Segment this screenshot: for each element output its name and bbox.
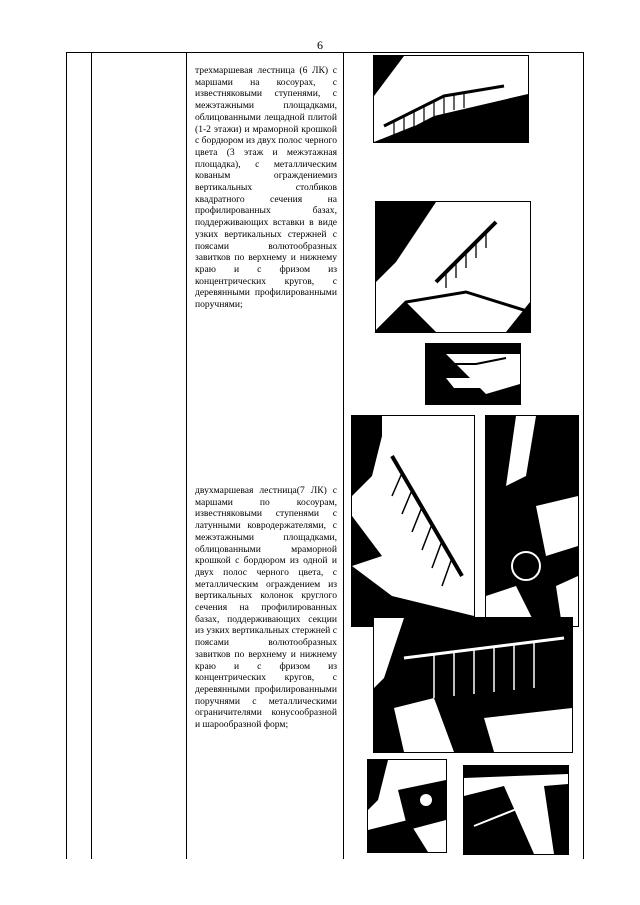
staircase-7-photo-4 xyxy=(367,759,447,853)
column-divider xyxy=(91,53,92,859)
staircase-7-photo-1-image xyxy=(352,416,474,626)
staircase-6-description: трехмаршевая лестница (6 ЛК) с маршами на косоурах, с известняковыми ступенями, с межэтажными площадками, облицованными лещадной плитой (1-2 этажи) и мраморной крошкой с бордюром из двух полос черного цвета (3 этаж и межэтажная площадка), с металлическим кованым ограждениемиз вертикальных столбиков квадратного сечения на профилированных базах, поддерживающих вставки в виде узких вертикальных стержней с поясами волютообразных завитков по верхнему и нижнему краю и с фризом из концентрических кругов, с деревянными профилированными поручнями; xyxy=(195,65,337,311)
column-divider xyxy=(343,53,344,859)
staircase-7-photo-4-image xyxy=(368,760,446,852)
staircase-7-photo-2 xyxy=(485,415,579,627)
staircase-7-photo-1 xyxy=(351,415,475,627)
staircase-7-photo-3 xyxy=(373,617,573,753)
staircase-7-photo-2-image xyxy=(486,416,578,626)
staircase-6-photo-1 xyxy=(373,55,529,143)
staircase-6-photo-3 xyxy=(425,343,521,405)
staircase-7-photo-5-image xyxy=(464,766,568,854)
staircase-7-photo-5 xyxy=(463,765,569,855)
staircase-6-photo-2 xyxy=(375,201,531,333)
page-number: 6 xyxy=(317,38,323,52)
staircase-6-photo-2-image xyxy=(376,202,530,332)
column-divider xyxy=(186,53,187,859)
staircase-6-photo-3-image xyxy=(426,344,520,404)
staircase-6-photo-1-image xyxy=(374,56,528,142)
document-table xyxy=(66,52,584,859)
staircase-7-photo-3-image xyxy=(374,618,572,752)
staircase-7-description: двухмаршевая лестница(7 ЛК) с маршами по косоурам, известняковыми ступенями с латунными ковродержателями, с межэтажными площадками, облицованными мраморной крошкой с бордюром из одной и двух полос черного цвета, с металлическим ограждением из вертикальных колонок круглого сечения на профилированных базах, поддерживающих секции из узких вертикальных стержней с поясами волютообразных завитков по верхнему и нижнему краю и с фризом из концентрических кругов, с деревянными профилированными поручнями с металлическими ограничителями конусообразной и шарообразной форм; xyxy=(195,485,337,731)
